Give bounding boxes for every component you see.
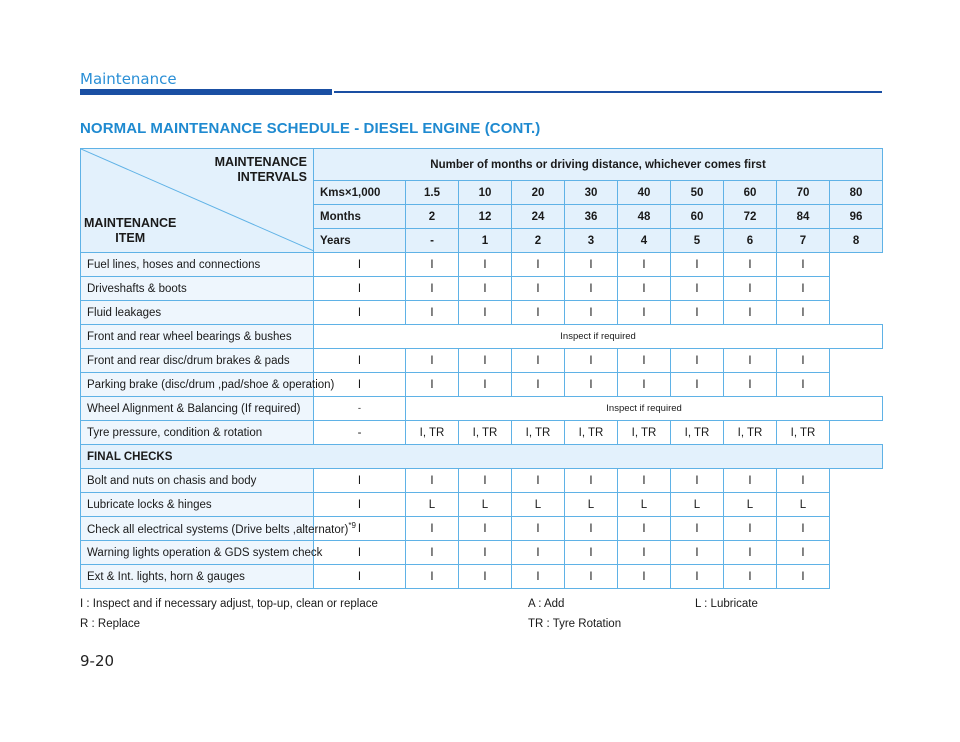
- schedule-cell: I: [314, 517, 406, 541]
- item-text: Front and rear wheel bearings & bushes: [87, 330, 292, 343]
- item-text: Parking brake (disc/drum ,pad/shoe & operation): [87, 378, 335, 391]
- schedule-cell: I: [406, 277, 459, 301]
- schedule-cell: I, TR: [618, 421, 671, 445]
- schedule-cell: I: [777, 541, 830, 565]
- schedule-cell: L: [618, 493, 671, 517]
- schedule-cell: I: [512, 277, 565, 301]
- schedule-cell: -: [314, 421, 406, 445]
- schedule-cell: I: [671, 517, 724, 541]
- schedule-cell: I: [618, 253, 671, 277]
- item-label: [81, 565, 314, 589]
- schedule-cell: I, TR: [406, 421, 459, 445]
- schedule-cell: I: [406, 253, 459, 277]
- schedule-cell: I: [512, 565, 565, 589]
- schedule-cell: I: [406, 469, 459, 493]
- header-value: 48: [618, 205, 671, 229]
- schedule-cell: I: [618, 469, 671, 493]
- header-value: 36: [565, 205, 618, 229]
- schedule-cell: I: [459, 541, 512, 565]
- table-row: [81, 541, 883, 565]
- item-text: Bolt and nuts on chasis and body: [87, 474, 257, 487]
- schedule-cell: I: [565, 349, 618, 373]
- header-value: 2: [406, 205, 459, 229]
- table-row: [81, 469, 883, 493]
- item-label: [81, 349, 314, 373]
- schedule-cell: I: [724, 349, 777, 373]
- header-value: 80: [830, 181, 883, 205]
- header-value: 30: [565, 181, 618, 205]
- schedule-cell: I: [459, 277, 512, 301]
- table-row: [81, 397, 883, 421]
- table-row: [81, 517, 883, 541]
- header-value: 24: [512, 205, 565, 229]
- schedule-cell: I: [459, 373, 512, 397]
- corner-intervals-label: MAINTENANCE INTERVALS: [214, 155, 307, 184]
- schedule-cell: I: [406, 301, 459, 325]
- schedule-cell: I, TR: [565, 421, 618, 445]
- header-label: Months: [314, 205, 406, 229]
- schedule-cell: I: [565, 541, 618, 565]
- item-text: Lubricate locks & hinges: [87, 498, 212, 511]
- schedule-cell: -: [314, 397, 406, 421]
- item-label: [81, 469, 314, 493]
- page-number: 9-20: [80, 652, 115, 670]
- schedule-cell: I: [671, 301, 724, 325]
- schedule-cell: L: [565, 493, 618, 517]
- schedule-cell: I: [724, 253, 777, 277]
- schedule-cell: I: [618, 349, 671, 373]
- schedule-cell: I: [724, 301, 777, 325]
- schedule-cell: I: [314, 469, 406, 493]
- legend-inspect: I : Inspect and if necessary adjust, top-up, clean or replace: [80, 598, 378, 610]
- header-note: Number of months or driving distance, whichever comes first: [314, 149, 883, 181]
- legend-lubricate: L : Lubricate: [695, 598, 758, 610]
- item-text: Fluid leakages: [87, 306, 162, 319]
- item-label: [81, 277, 314, 301]
- schedule-cell: I, TR: [512, 421, 565, 445]
- header-value: 70: [777, 181, 830, 205]
- table-row: [81, 493, 883, 517]
- item-label: [81, 325, 314, 349]
- schedule-cell: I: [512, 349, 565, 373]
- schedule-cell: I: [777, 253, 830, 277]
- schedule-cell: I, TR: [724, 421, 777, 445]
- item-text: Wheel Alignment & Balancing (If required): [87, 402, 301, 415]
- legend-left: [80, 594, 378, 634]
- legend-middle: [528, 594, 621, 634]
- header-value: 1: [459, 229, 512, 253]
- header-value: -: [406, 229, 459, 253]
- schedule-cell: I: [724, 469, 777, 493]
- header-value: 40: [618, 181, 671, 205]
- schedule-cell: I: [459, 517, 512, 541]
- schedule-cell: I: [618, 301, 671, 325]
- schedule-cell: I: [618, 565, 671, 589]
- item-text: Fuel lines, hoses and connections: [87, 258, 261, 271]
- schedule-cell: I: [314, 373, 406, 397]
- schedule-cell: I: [671, 541, 724, 565]
- header-value: 20: [512, 181, 565, 205]
- legend-add: A : Add: [528, 598, 565, 610]
- header-value: 10: [459, 181, 512, 205]
- table-row: [81, 253, 883, 277]
- table-row: [81, 565, 883, 589]
- item-text: Ext & Int. lights, horn & gauges: [87, 570, 245, 583]
- schedule-cell: I: [565, 373, 618, 397]
- header-value: 50: [671, 181, 724, 205]
- legend-replace: R : Replace: [80, 618, 141, 630]
- schedule-cell: I: [724, 373, 777, 397]
- header-value: 3: [565, 229, 618, 253]
- schedule-cell: I: [314, 253, 406, 277]
- schedule-cell: I, TR: [777, 421, 830, 445]
- schedule-cell: I: [459, 301, 512, 325]
- final-checks-label: FINAL CHECKS: [81, 445, 883, 469]
- schedule-cell: I: [724, 541, 777, 565]
- schedule-span-cell: Inspect if required: [314, 325, 883, 349]
- schedule-cell: I: [724, 565, 777, 589]
- schedule-cell: I: [512, 541, 565, 565]
- schedule-cell: I: [406, 517, 459, 541]
- schedule-cell: I: [512, 301, 565, 325]
- schedule-cell: I: [459, 253, 512, 277]
- schedule-cell: I: [565, 469, 618, 493]
- header-value: 7: [777, 229, 830, 253]
- header-label: Kms×1,000: [314, 181, 406, 205]
- section-underline-thick: [80, 89, 332, 95]
- schedule-cell: L: [777, 493, 830, 517]
- schedule-cell: I: [618, 541, 671, 565]
- corner-item-label: MAINTENANCE ITEM: [84, 216, 177, 245]
- schedule-cell: I: [565, 301, 618, 325]
- schedule-cell: I: [618, 373, 671, 397]
- schedule-cell: I: [406, 349, 459, 373]
- schedule-cell: I: [565, 277, 618, 301]
- table-row: [81, 277, 883, 301]
- legend-right: [695, 594, 758, 614]
- item-label: [81, 373, 335, 397]
- schedule-cell: I: [777, 373, 830, 397]
- header-value: 72: [724, 205, 777, 229]
- header-value: 5: [671, 229, 724, 253]
- schedule-span-cell: Inspect if required: [406, 397, 883, 421]
- schedule-cell: I: [459, 349, 512, 373]
- schedule-cell: I: [314, 277, 406, 301]
- table-row: [81, 421, 883, 445]
- schedule-cell: L: [459, 493, 512, 517]
- schedule-cell: I: [314, 349, 406, 373]
- schedule-cell: I: [671, 349, 724, 373]
- schedule-cell: I: [671, 469, 724, 493]
- item-label: [81, 541, 323, 565]
- schedule-cell: I: [777, 469, 830, 493]
- schedule-cell: L: [512, 493, 565, 517]
- item-label: [81, 397, 314, 421]
- item-text: Tyre pressure, condition & rotation: [87, 426, 263, 439]
- table-row: [81, 373, 883, 397]
- maintenance-schedule-table: [80, 148, 883, 589]
- schedule-cell: I: [671, 277, 724, 301]
- header-value: 96: [830, 205, 883, 229]
- header-label: Years: [314, 229, 406, 253]
- table-row: [81, 301, 883, 325]
- schedule-cell: I, TR: [671, 421, 724, 445]
- item-text: Driveshafts & boots: [87, 282, 187, 295]
- schedule-cell: I, TR: [459, 421, 512, 445]
- header-value: 2: [512, 229, 565, 253]
- schedule-cell: I: [512, 517, 565, 541]
- schedule-cell: I: [565, 565, 618, 589]
- schedule-cell: I: [671, 565, 724, 589]
- schedule-cell: I: [565, 253, 618, 277]
- table-row: [81, 349, 883, 373]
- header-value: 12: [459, 205, 512, 229]
- schedule-cell: I: [777, 277, 830, 301]
- schedule-cell: I: [618, 277, 671, 301]
- table-row: [81, 325, 883, 349]
- schedule-cell: I: [314, 301, 406, 325]
- item-text: Warning lights operation & GDS system check: [87, 546, 323, 559]
- schedule-cell: I: [671, 373, 724, 397]
- header-value: 8: [830, 229, 883, 253]
- schedule-cell: L: [671, 493, 724, 517]
- schedule-cell: I: [777, 517, 830, 541]
- header-value: 84: [777, 205, 830, 229]
- item-label: [81, 517, 356, 541]
- item-label: [81, 253, 314, 277]
- schedule-cell: I: [459, 565, 512, 589]
- schedule-cell: I: [777, 301, 830, 325]
- item-label: [81, 421, 314, 445]
- item-text: Check all electrical systems (Drive belts ,alternator): [87, 523, 349, 536]
- item-label: [81, 493, 314, 517]
- header-row: [81, 149, 883, 181]
- schedule-cell: I: [512, 253, 565, 277]
- section-row: [81, 445, 883, 469]
- footnote-mark: *9: [348, 521, 356, 531]
- header-value: 6: [724, 229, 777, 253]
- legend-tyre-rotation: TR : Tyre Rotation: [528, 618, 622, 630]
- schedule-cell: L: [724, 493, 777, 517]
- schedule-cell: I: [314, 541, 406, 565]
- schedule-cell: I: [406, 541, 459, 565]
- schedule-cell: I: [406, 373, 459, 397]
- table-corner-cell: [81, 149, 314, 253]
- schedule-cell: I: [512, 373, 565, 397]
- item-label: [81, 301, 314, 325]
- schedule-cell: I: [406, 565, 459, 589]
- item-text: Front and rear disc/drum brakes & pads: [87, 354, 290, 367]
- schedule-cell: I: [314, 565, 406, 589]
- section-title: Maintenance: [80, 70, 177, 88]
- schedule-cell: I: [777, 565, 830, 589]
- schedule-cell: L: [406, 493, 459, 517]
- header-value: 60: [671, 205, 724, 229]
- schedule-cell: I: [777, 349, 830, 373]
- schedule-cell: I: [671, 253, 724, 277]
- schedule-cell: I: [724, 517, 777, 541]
- schedule-cell: I: [724, 277, 777, 301]
- schedule-cell: I: [459, 469, 512, 493]
- header-value: 1.5: [406, 181, 459, 205]
- schedule-cell: I: [618, 517, 671, 541]
- page-heading: NORMAL MAINTENANCE SCHEDULE - DIESEL ENGINE (CONT.): [80, 120, 541, 137]
- schedule-cell: I: [512, 469, 565, 493]
- schedule-cell: I: [565, 517, 618, 541]
- schedule-cell: I: [314, 493, 406, 517]
- section-underline-thin: [334, 91, 882, 93]
- header-value: 60: [724, 181, 777, 205]
- header-value: 4: [618, 229, 671, 253]
